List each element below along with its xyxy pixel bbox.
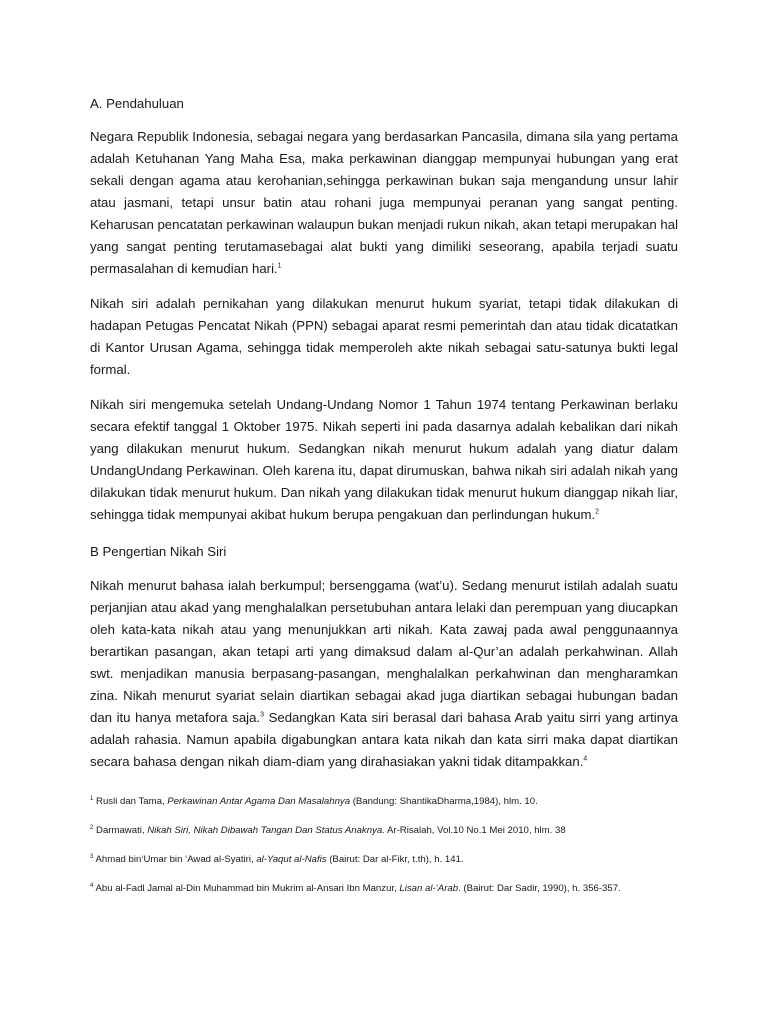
footnote-title: al-Yaqut al-Nafis	[256, 854, 327, 865]
footnote-text: (Bairut: Dar al-Fikr, t.th), h. 141.	[326, 854, 464, 865]
paragraph-text: Negara Republik Indonesia, sebagai negara yang berdasarkan Pancasila, dimana sila yang pertama adalah Ketuhanan Yang Maha Esa, maka perkawinan dianggap mempunyai hubungan yang erat sekali dengan agama atau kerohanian,sehingga perkawinan bukan saja mengandung unsur lahir atau jasmani, tetapi unsur batin atau rohani juga mempunyai peranan yang sangat penting. Keharusan pencatatan perkawinan walaupun bukan menjadi rukun nikah, akan tetapi merupakan hal yang sangat penting terutamasebagai alat bukti yang dimiliki seseorang, apabila terjadi suatu permasalahan di kemudian hari.	[90, 129, 678, 276]
footnote-number: 2	[90, 824, 94, 831]
paragraph-nikah-meaning	[90, 575, 678, 773]
footnote-text: Ahmad bin‘Umar bin ‘Awad al-Syatiri,	[95, 854, 257, 865]
footnote-title: Perkawinan Antar Agama Dan Masalahnya	[167, 796, 351, 807]
footnote-title: Lisan al-‘Arab	[399, 883, 459, 894]
paragraph-text: Nikah siri mengemuka setelah Undang-Undang Nomor 1 Tahun 1974 tentang Perkawinan berlaku secara efektif tanggal 1 Oktober 1975. Nikah seperti ini pada dasarnya adalah kebalikan dari nikah yang dilakukan menurut hukum. Sedangkan nikah menurut hukum adalah yang diatur dalam UndangUndang Perkawinan. Oleh karena itu, dapat dirumuskan, bahwa nikah siri adalah nikah yang dilakukan tidak menurut hukum. Dan nikah yang dilakukan tidak menurut hukum dianggap nikah liar, sehingga tidak mempunyai akibat hukum berupa pengakuan dan perlindungan hukum.	[90, 397, 678, 522]
footnote	[90, 795, 678, 808]
paragraph-intro	[90, 126, 678, 280]
footnotes	[90, 795, 678, 895]
paragraph-nikah-siri-history	[90, 394, 678, 526]
paragraph-text: Nikah menurut bahasa ialah berkumpul; bersenggama (wat’u). Sedang menurut istilah adalah suatu perjanjian atau akad yang menghalalkan persetubuhan antara lelaki dan perempuan yang diucapkan oleh kata-kata nikah atau yang menunjukkan arti nikah. Kata zawaj pada awal penggunaannya berartikan pasangan, akan tetapi arti yang dimaksud dalam al-Qur’an adalah perkahwinan. Allah swt. menjadikan manusia berpasang-pasangan, menghalalkan perkahwinan dan mengharamkan zina. Nikah menurut syariat selain diartikan sebagai akad juga diartikan sebagai hubungan badan dan itu hanya metafora saja.	[90, 578, 679, 725]
footnote-text: Ar-Risalah, Vol.10 No.1 Mei 2010, hlm. 38	[384, 825, 566, 836]
paragraph-text: Sedangkan Kata siri berasal dari bahasa Arab yaitu sirri yang artinya adalah rahasia. Namun apabila digabungkan antara kata nikah dan kata sirri maka dapat diartikan secara bahasa dengan nikah diam-diam yang dirahasiakan yakni tidak ditampakkan.	[90, 710, 678, 769]
section-b-heading: B Pengertian Nikah Siri	[90, 544, 227, 559]
footnote	[90, 882, 678, 895]
footnote-title: Nikah Siri, Nikah Dibawah Tangan Dan Status Anaknya.	[147, 825, 385, 836]
footnote	[90, 853, 678, 866]
footnote-ref: 2	[595, 508, 600, 516]
footnote-text: (Bandung: ShantikaDharma,1984), hlm. 10.	[350, 796, 538, 807]
footnote-number: 3	[90, 853, 94, 860]
paragraph-nikah-siri-definition	[90, 293, 678, 381]
footnote-text: Abu al-Fadl Jamal al-Din Muhammad bin Mukrim al-Ansari Ibn Manzur,	[95, 883, 400, 894]
footnote-ref: 4	[583, 755, 588, 763]
footnote-number: 1	[90, 795, 94, 802]
footnote-text: . (Bairut: Dar Sadir, 1990), h. 356-357.	[458, 883, 621, 894]
section-a-heading: A. Pendahuluan	[90, 96, 184, 111]
footnote-number: 4	[90, 882, 94, 889]
paragraph-text: Nikah siri adalah pernikahan yang dilakukan menurut hukum syariat, tetapi tidak dilakukan di hadapan Petugas Pencatat Nikah (PPN) sebagai aparat resmi pemerintah dan atau tidak dicatatkan di Kantor Urusan Agama, sehingga tidak memperoleh akte nikah sebagai satu-satunya bukti legal formal.	[90, 296, 678, 377]
footnote	[90, 824, 678, 837]
footnote-ref: 3	[260, 711, 264, 719]
footnote-ref: 1	[277, 262, 282, 270]
footnote-text: Darmawati,	[96, 825, 148, 836]
footnote-text: Rusli dan Tama,	[96, 796, 168, 807]
